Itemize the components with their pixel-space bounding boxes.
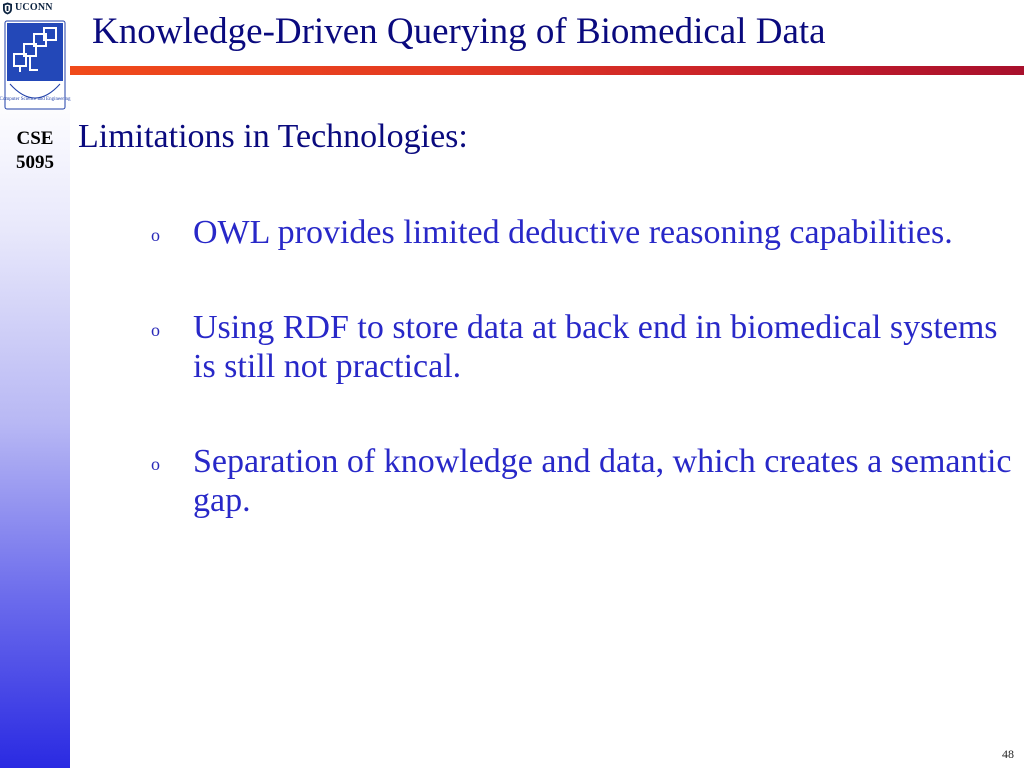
bullet-marker: o [151,225,160,245]
svg-text:Computer Science and Engineeri: Computer Science and Engineering [0,97,71,102]
uconn-wordmark [2,0,68,16]
slide-subheading: Limitations in Technologies: [78,118,468,155]
bullet-item [145,442,1017,520]
course-code [0,127,70,175]
course-code-line2: 5095 [16,152,54,173]
cse-department-logo-icon [0,20,71,110]
bullet-text: Using RDF to store data at back end in biomedical systems is still not practical. [193,309,998,385]
university-name: UCONN [15,2,53,13]
slide-title: Knowledge-Driven Querying of Biomedical Data [92,11,826,52]
title-divider [70,66,1024,75]
bullet-text: OWL provides limited deductive reasoning capabilities. [193,214,953,251]
bullet-marker: o [151,454,160,474]
course-code-line1: CSE [16,128,54,149]
page-number: 48 [1002,747,1014,761]
bullet-marker: o [151,320,160,340]
sidebar [0,0,70,768]
bullet-text: Separation of knowledge and data, which creates a semantic gap. [193,443,1012,519]
bullet-item [145,213,1017,252]
bullet-list [145,213,1017,576]
uconn-seal-icon [2,2,13,15]
bullet-item [145,308,1017,386]
